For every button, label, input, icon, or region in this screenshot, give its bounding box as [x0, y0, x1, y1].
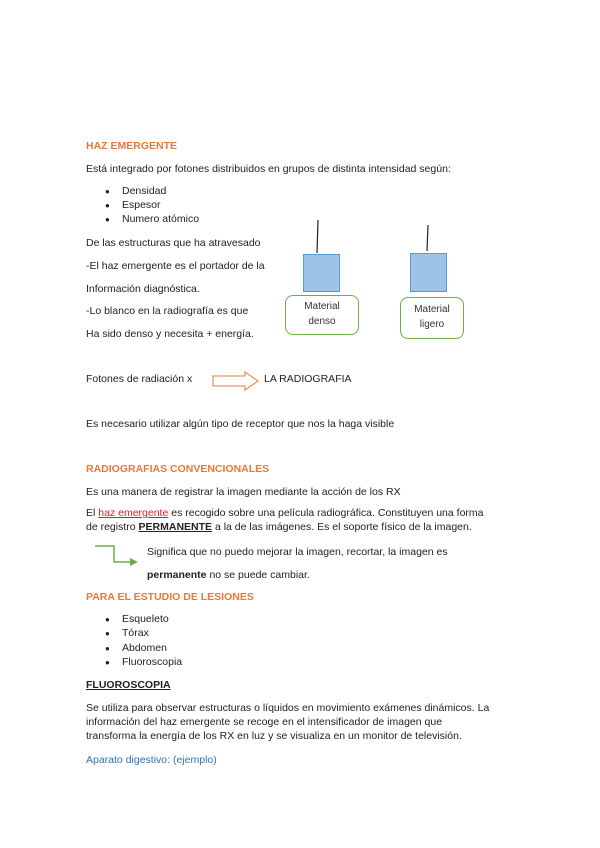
text-span: El [86, 507, 99, 519]
text-span: es recogido sobre una película radiográfica. Constituyen una forma [168, 507, 484, 519]
paragraph-line: -El haz emergente es el portador de la [86, 260, 265, 272]
permanente-emphasis: PERMANENTE [138, 521, 213, 533]
intro-text: Es una manera de registrar la imagen mediante la acción de los RX [86, 486, 401, 498]
paragraph-line [86, 521, 472, 533]
right-arrow-icon [212, 371, 262, 391]
intro-text: Está integrado por fotones distribuidos en grupos de distinta intensidad según: [86, 163, 451, 175]
label-light [400, 297, 464, 339]
haz-emergente-link[interactable]: haz emergente [98, 507, 169, 519]
paragraph-line: Información diagnóstica. [86, 283, 200, 295]
paragraph-line: De las estructuras que ha atravesado [86, 237, 261, 249]
list-item: ● Densidad [122, 185, 166, 197]
paragraph-line [86, 507, 484, 519]
label-dense [285, 295, 359, 335]
note-bold: permanente [147, 569, 207, 581]
ray-line [317, 220, 318, 253]
dense-material-block [303, 254, 340, 292]
fotones-text: Fotones de radiación x [86, 373, 193, 385]
paragraph-line: Se utiliza para observar estructuras o líquidos en movimiento exámenes dinámicos. La [86, 702, 490, 714]
text-span: a la de las imágenes. Es el soporte físico de la imagen. [212, 521, 472, 533]
section-title-fluoroscopia: FLUOROSCOPIA [86, 679, 171, 691]
list-item: ● Numero atómico [122, 213, 199, 225]
text-span: no se puede cambiar. [206, 569, 310, 581]
paragraph-line: información del haz emergente se recoge en el intensificador de imagen que [86, 716, 443, 728]
list-item: ● Tórax [122, 627, 149, 639]
text-span: de registro [86, 521, 139, 533]
list-item: ● Espesor [122, 199, 161, 211]
light-material-block [410, 253, 447, 292]
section-title-lesiones: PARA EL ESTUDIO DE LESIONES [86, 591, 254, 603]
list-item: ● Fluoroscopia [122, 656, 182, 668]
label-dense-line2: denso [308, 316, 336, 327]
section-title-haz-emergente: HAZ EMERGENTE [86, 140, 178, 152]
green-elbow-arrow-icon [94, 542, 144, 568]
paragraph-line: Ha sido denso y necesita + energía. [86, 328, 254, 340]
paragraph-line: -Lo blanco en la radiografía es que [86, 305, 249, 317]
result-text: LA RADIOGRAFIA [264, 373, 352, 385]
label-light-line2: ligero [419, 319, 445, 330]
section-title-radiografias: RADIOGRAFIAS CONVENCIONALES [86, 463, 270, 475]
example-text: Aparato digestivo: (ejemplo) [86, 754, 217, 766]
list-item: ● Esqueleto [122, 613, 169, 625]
note-line [147, 569, 310, 581]
label-dense-line1: Material [304, 301, 340, 312]
list-item: ● Abdomen [122, 642, 167, 654]
receptor-text: Es necesario utilizar algún tipo de receptor que nos la haga visible [86, 418, 395, 430]
label-light-line1: Material [414, 304, 450, 315]
ray-line [427, 225, 428, 251]
paragraph-line: transforma la energía de los RX en luz y se visualiza en un monitor de televisión. [86, 730, 462, 742]
note-line: Significa que no puedo mejorar la imagen, recortar, la imagen es [147, 546, 448, 558]
